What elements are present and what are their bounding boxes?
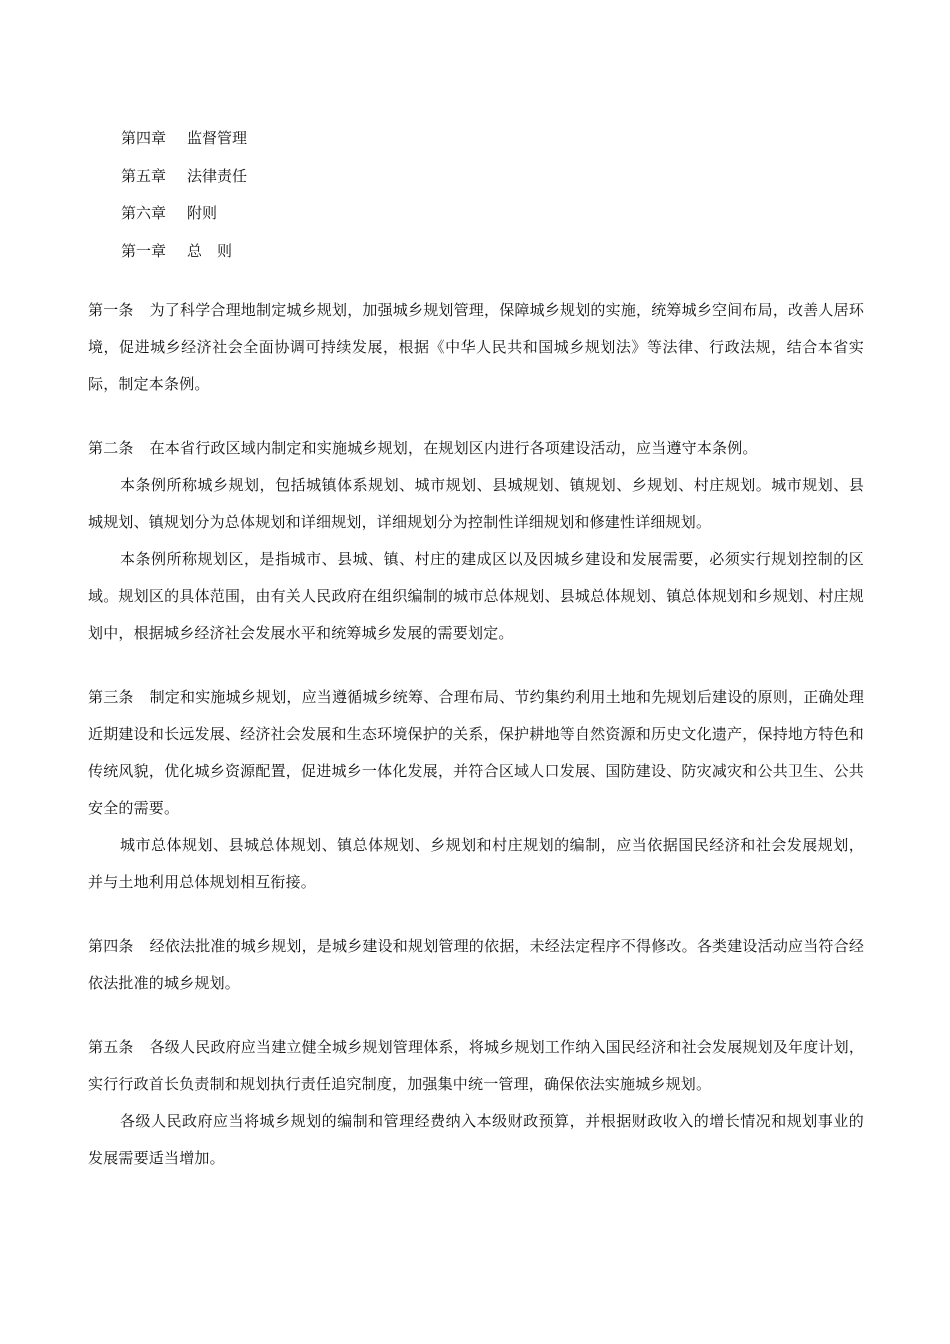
toc-chapter-number: 第四章 — [121, 129, 167, 147]
article-text: 制定和实施城乡规划，应当遵循城乡统筹、合理布局、节约集约利用土地和先规划后建设的原则，正确处理近期建设和长远发展、经济社会发展和生态环境保护的关系，保护耕地等自然资源和历史文化遗产，保持地方特色和传统风貌，优化城乡资源配置，促进城乡一体化发展，并符合区域人口发展、国防建设、防灾减灾和公共卫生、公共安全的需要。 — [88, 688, 865, 817]
article-number: 第三条 — [88, 688, 134, 706]
article-number: 第一条 — [88, 301, 134, 319]
article-number: 第四条 — [88, 937, 134, 955]
article-text: 为了科学合理地制定城乡规划，加强城乡规划管理，保障城乡规划的实施，统筹城乡空间布局，改善人居环境，促进城乡经济社会全面协调可持续发展，根据《中华人民共和国城乡规划法》等法律、行政法规，结合本省实际，制定本条例。 — [88, 301, 865, 393]
article-paragraph — [88, 928, 864, 1002]
article-text: 经依法批准的城乡规划，是城乡建设和规划管理的依据，未经法定程序不得修改。各类建设活动应当符合经依法批准的城乡规划。 — [88, 937, 865, 992]
article-paragraph — [88, 1029, 864, 1103]
article-number: 第二条 — [88, 439, 134, 457]
article-text: 各级人民政府应当建立健全城乡规划管理体系，将城乡规划工作纳入国民经济和社会发展规划及年度计划，实行行政首长负责制和规划执行责任追究制度，加强集中统一管理，确保依法实施城乡规划。 — [88, 1038, 865, 1093]
article-number: 第五条 — [88, 1038, 134, 1056]
article-paragraph: 本条例所称规划区，是指城市、县城、镇、村庄的建成区以及因城乡建设和发展需要，必须实行规划控制的区域。规划区的具体范围，由有关人民政府在组织编制的城市总体规划、县城总体规划、镇总体规划和乡规划、村庄规划中，根据城乡经济社会发展水平和统筹城乡发展的需要划定。 — [88, 550, 864, 642]
document-body — [88, 292, 864, 1204]
table-of-contents — [121, 120, 247, 270]
article-paragraph — [88, 292, 864, 403]
toc-item — [121, 195, 247, 233]
toc-chapter-title: 法律责任 — [187, 166, 248, 185]
article-1 — [88, 292, 864, 403]
article-paragraph: 城市总体规划、县城总体规划、镇总体规划、乡规划和村庄规划的编制，应当依据国民经济和社会发展规划，并与土地利用总体规划相互衔接。 — [88, 836, 864, 891]
toc-item — [121, 120, 247, 158]
article-paragraph: 本条例所称城乡规划，包括城镇体系规划、城市规划、县城规划、镇规划、乡规划、村庄规划。城市规划、县城规划、镇规划分为总体规划和详细规划，详细规划分为控制性详细规划和修建性详细规划。 — [88, 476, 864, 531]
toc-chapter-number: 第一章 — [121, 241, 167, 260]
article-paragraph — [88, 430, 864, 467]
toc-item — [121, 158, 247, 196]
article-4 — [88, 928, 864, 1002]
article-2 — [88, 430, 864, 652]
toc-chapter-title: 监督管理 — [187, 129, 248, 147]
toc-chapter-number: 第六章 — [121, 204, 167, 222]
article-3 — [88, 679, 864, 901]
article-text: 在本省行政区域内制定和实施城乡规划，在规划区内进行各项建设活动，应当遵守本条例。 — [149, 439, 758, 457]
article-5 — [88, 1029, 864, 1177]
article-paragraph — [88, 679, 864, 827]
article-paragraph: 各级人民政府应当将城乡规划的编制和管理经费纳入本级财政预算，并根据财政收入的增长情况和规划事业的发展需要适当增加。 — [88, 1112, 864, 1167]
toc-chapter-title: 附则 — [187, 204, 218, 222]
toc-item — [121, 233, 247, 271]
toc-chapter-number: 第五章 — [121, 166, 167, 185]
toc-chapter-title: 总 则 — [187, 241, 233, 260]
